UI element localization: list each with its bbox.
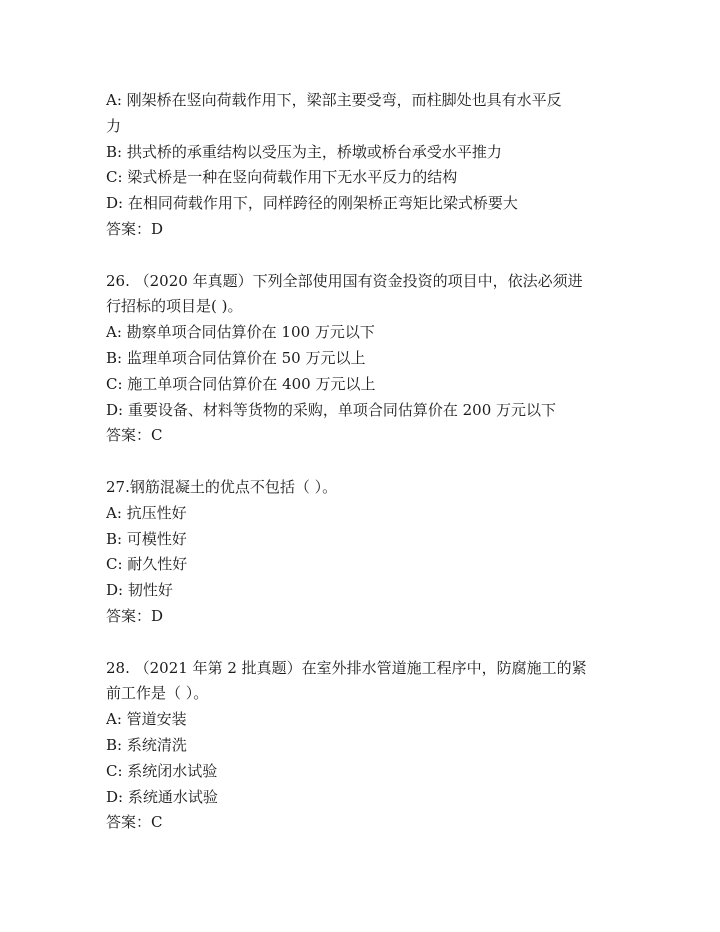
option-b: B: 拱式桥的承重结构以受压为主，桥墩或桥台承受水平推力 [106,142,502,161]
option-c: C: 系统闭水试验 [106,761,218,780]
option-a: A: 勘察单项合同估算价在 100 万元以下 [106,323,375,342]
option-a: A: 管道安装 [106,710,187,729]
answer: 答案：D [106,606,164,625]
question-stem-line-1: 26. （2020 年真题）下列全部使用国有资金投资的项目中，依法必须进 [106,271,583,290]
option-a: A: 抗压性好 [106,503,187,522]
answer: 答案：C [106,813,163,832]
document-page [106,88,616,836]
option-d: D: 重要设备、材料等货物的采购，单项合同估算价在 200 万元以下 [106,400,557,419]
option-d: D: 韧性好 [106,581,173,600]
question-stem-line-1: 28. （2021 年第 2 批真题）在室外排水管道施工程序中，防腐施工的紧 [106,658,587,677]
option-b: B: 系统清洗 [106,735,187,754]
option-b: B: 可模性好 [106,529,187,548]
spacer [106,630,616,656]
option-b: B: 监理单项合同估算价在 50 万元以上 [106,348,366,367]
question-stem-line-2: 行招标的项目是( )。 [106,297,243,316]
spacer [106,449,616,475]
question-stem: 27.钢筋混凝土的优点不包括（ ）。 [106,477,338,496]
answer: 答案：C [106,426,163,445]
question-27-block [106,475,616,630]
option-d: D: 系统通水试验 [106,787,218,806]
spacer [106,243,616,269]
option-a-line-2: 力 [106,116,122,135]
option-a-line-1: A: 刚架桥在竖向荷载作用下，梁部主要受弯，而柱脚处也具有水平反 [106,91,562,109]
option-c: C: 施工单项合同估算价在 400 万元以上 [106,374,376,393]
question-25-block [106,88,616,243]
question-stem-line-2: 前工作是（ ）。 [106,684,209,703]
option-d: D: 在相同荷载作用下，同样跨径的刚架桥正弯矩比梁式桥要大 [106,194,518,213]
question-28-block [106,656,616,837]
answer: 答案：D [106,219,164,238]
option-c: C: 耐久性好 [106,555,188,574]
question-26-block [106,269,616,450]
option-c: C: 梁式桥是一种在竖向荷载作用下无水平反力的结构 [106,168,458,187]
